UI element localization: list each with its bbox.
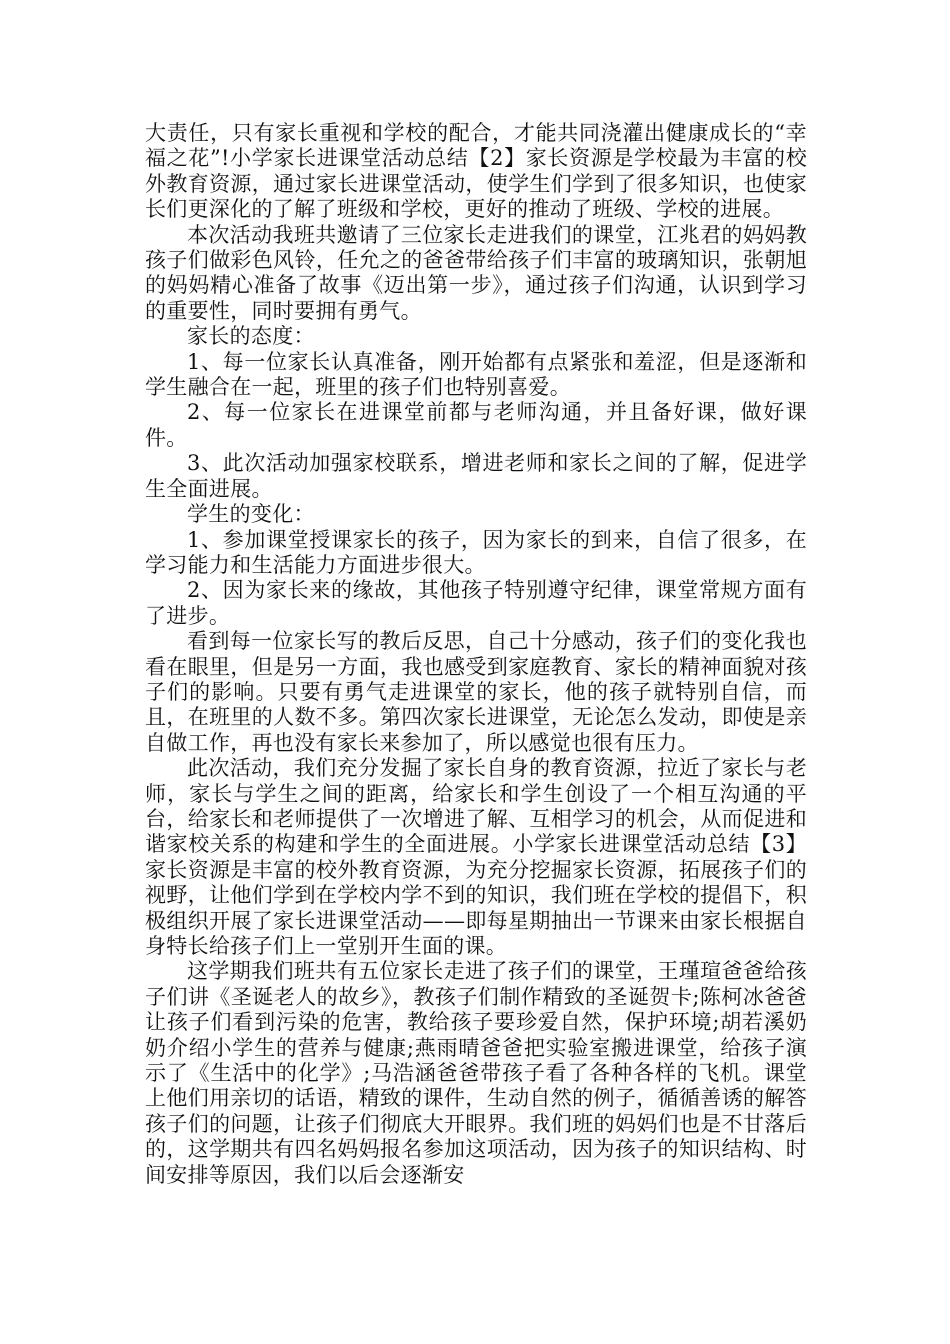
paragraph: 这学期我们班共有五位家长走进了孩子们的课堂，王瑾瑄爸爸给孩子们讲《圣诞老人的故乡》，教孩子们制作精致的圣诞贺卡;陈柯冰爸爸让孩子们看到污染的危害，教给孩子要珍爱自然，保护环境;胡若溪奶奶介绍小学生的营养与健康;燕雨晴爸爸把实验室搬进课堂，给孩子演示了《生活中的化学》;马浩涵爸爸带孩子看了各种各样的飞机。课堂上他们用亲切的话语，精致的课件，生动自然的例子，循循善诱的解答孩子们的问题，让孩子们彻底大开眼界。我们班的妈妈们也是不甘落后的，这学期共有四名妈妈报名参加这项活动，因为孩子的知识结构、时间安排等原因，我们以后会逐渐安 bbox=[145, 959, 807, 1187]
section-heading: 家长的态度： bbox=[187, 324, 315, 349]
list-item: 2、每一位家长在进课堂前都与老师沟通，并且备好课，做好课件。 bbox=[145, 400, 807, 450]
list-item: 2、因为家长来的缘故，其他孩子特别遵守纪律，课堂常规方面有了进步。 bbox=[145, 578, 807, 628]
paragraph: 此次活动，我们充分发掘了家长自身的教育资源，拉近了家长与老师，家长与学生之间的距离，给家长和学生创设了一个相互沟通的平台，给家长和老师提供了一次增进了解、互相学习的机会，从而促进和谐家校关系的构建和学生的全面进展。小学家长进课堂活动总结【3】家长资源是丰富的校外教育资源，为充分挖掘家长资源，拓展孩子们的视野，让他们学到在学校内学不到的知识，我们班在学校的提倡下，积极组织开展了家长进课堂活动——即每星期抽出一节课来由家长根据自身特长给孩子们上一堂别开生面的课。 bbox=[145, 756, 807, 958]
paragraph: 大责任，只有家长重视和学校的配合，才能共同浇灌出健康成长的“幸福之花”!小学家长进课堂活动总结【2】家长资源是学校最为丰富的校外教育资源，通过家长进课堂活动，使学生们学到了很多知识，也使家长们更深化的了解了班级和学校，更好的推动了班级、学校的进展。 bbox=[145, 121, 807, 222]
list-item: 3、此次活动加强家校联系，增进老师和家长之间的了解，促进学生全面进展。 bbox=[145, 451, 807, 501]
list-item: 1、每一位家长认真准备，刚开始都有点紧张和羞涩，但是逐渐和学生融合在一起，班里的孩子们也特别喜爱。 bbox=[145, 349, 807, 400]
paragraph: 看到每一位家长写的教后反思，自己十分感动，孩子们的变化我也看在眼里，但是另一方面，我也感受到家庭教育、家长的精神面貌对孩子们的影响。只要有勇气走进课堂的家长，他的孩子就特别自信，而且，在班里的人数不多。第四次家长进课堂，无论怎么发动，即使是亲自做工作，再也没有家长来参加了，所以感觉也很有压力。 bbox=[145, 629, 807, 755]
section-heading: 学生的变化： bbox=[187, 502, 315, 527]
document-body bbox=[145, 121, 807, 1188]
paragraph: 本次活动我班共邀请了三位家长走进我们的课堂，江兆君的妈妈教孩子们做彩色风铃，任允之的爸爸带给孩子们丰富的玻璃知识，张朝旭的妈妈精心准备了故事《迈出第一步》，通过孩子们沟通，认识到学习的重要性，同时要拥有勇气。 bbox=[145, 222, 807, 323]
list-item: 1、参加课堂授课家长的孩子，因为家长的到来，自信了很多，在学习能力和生活能力方面进步很大。 bbox=[145, 527, 807, 577]
